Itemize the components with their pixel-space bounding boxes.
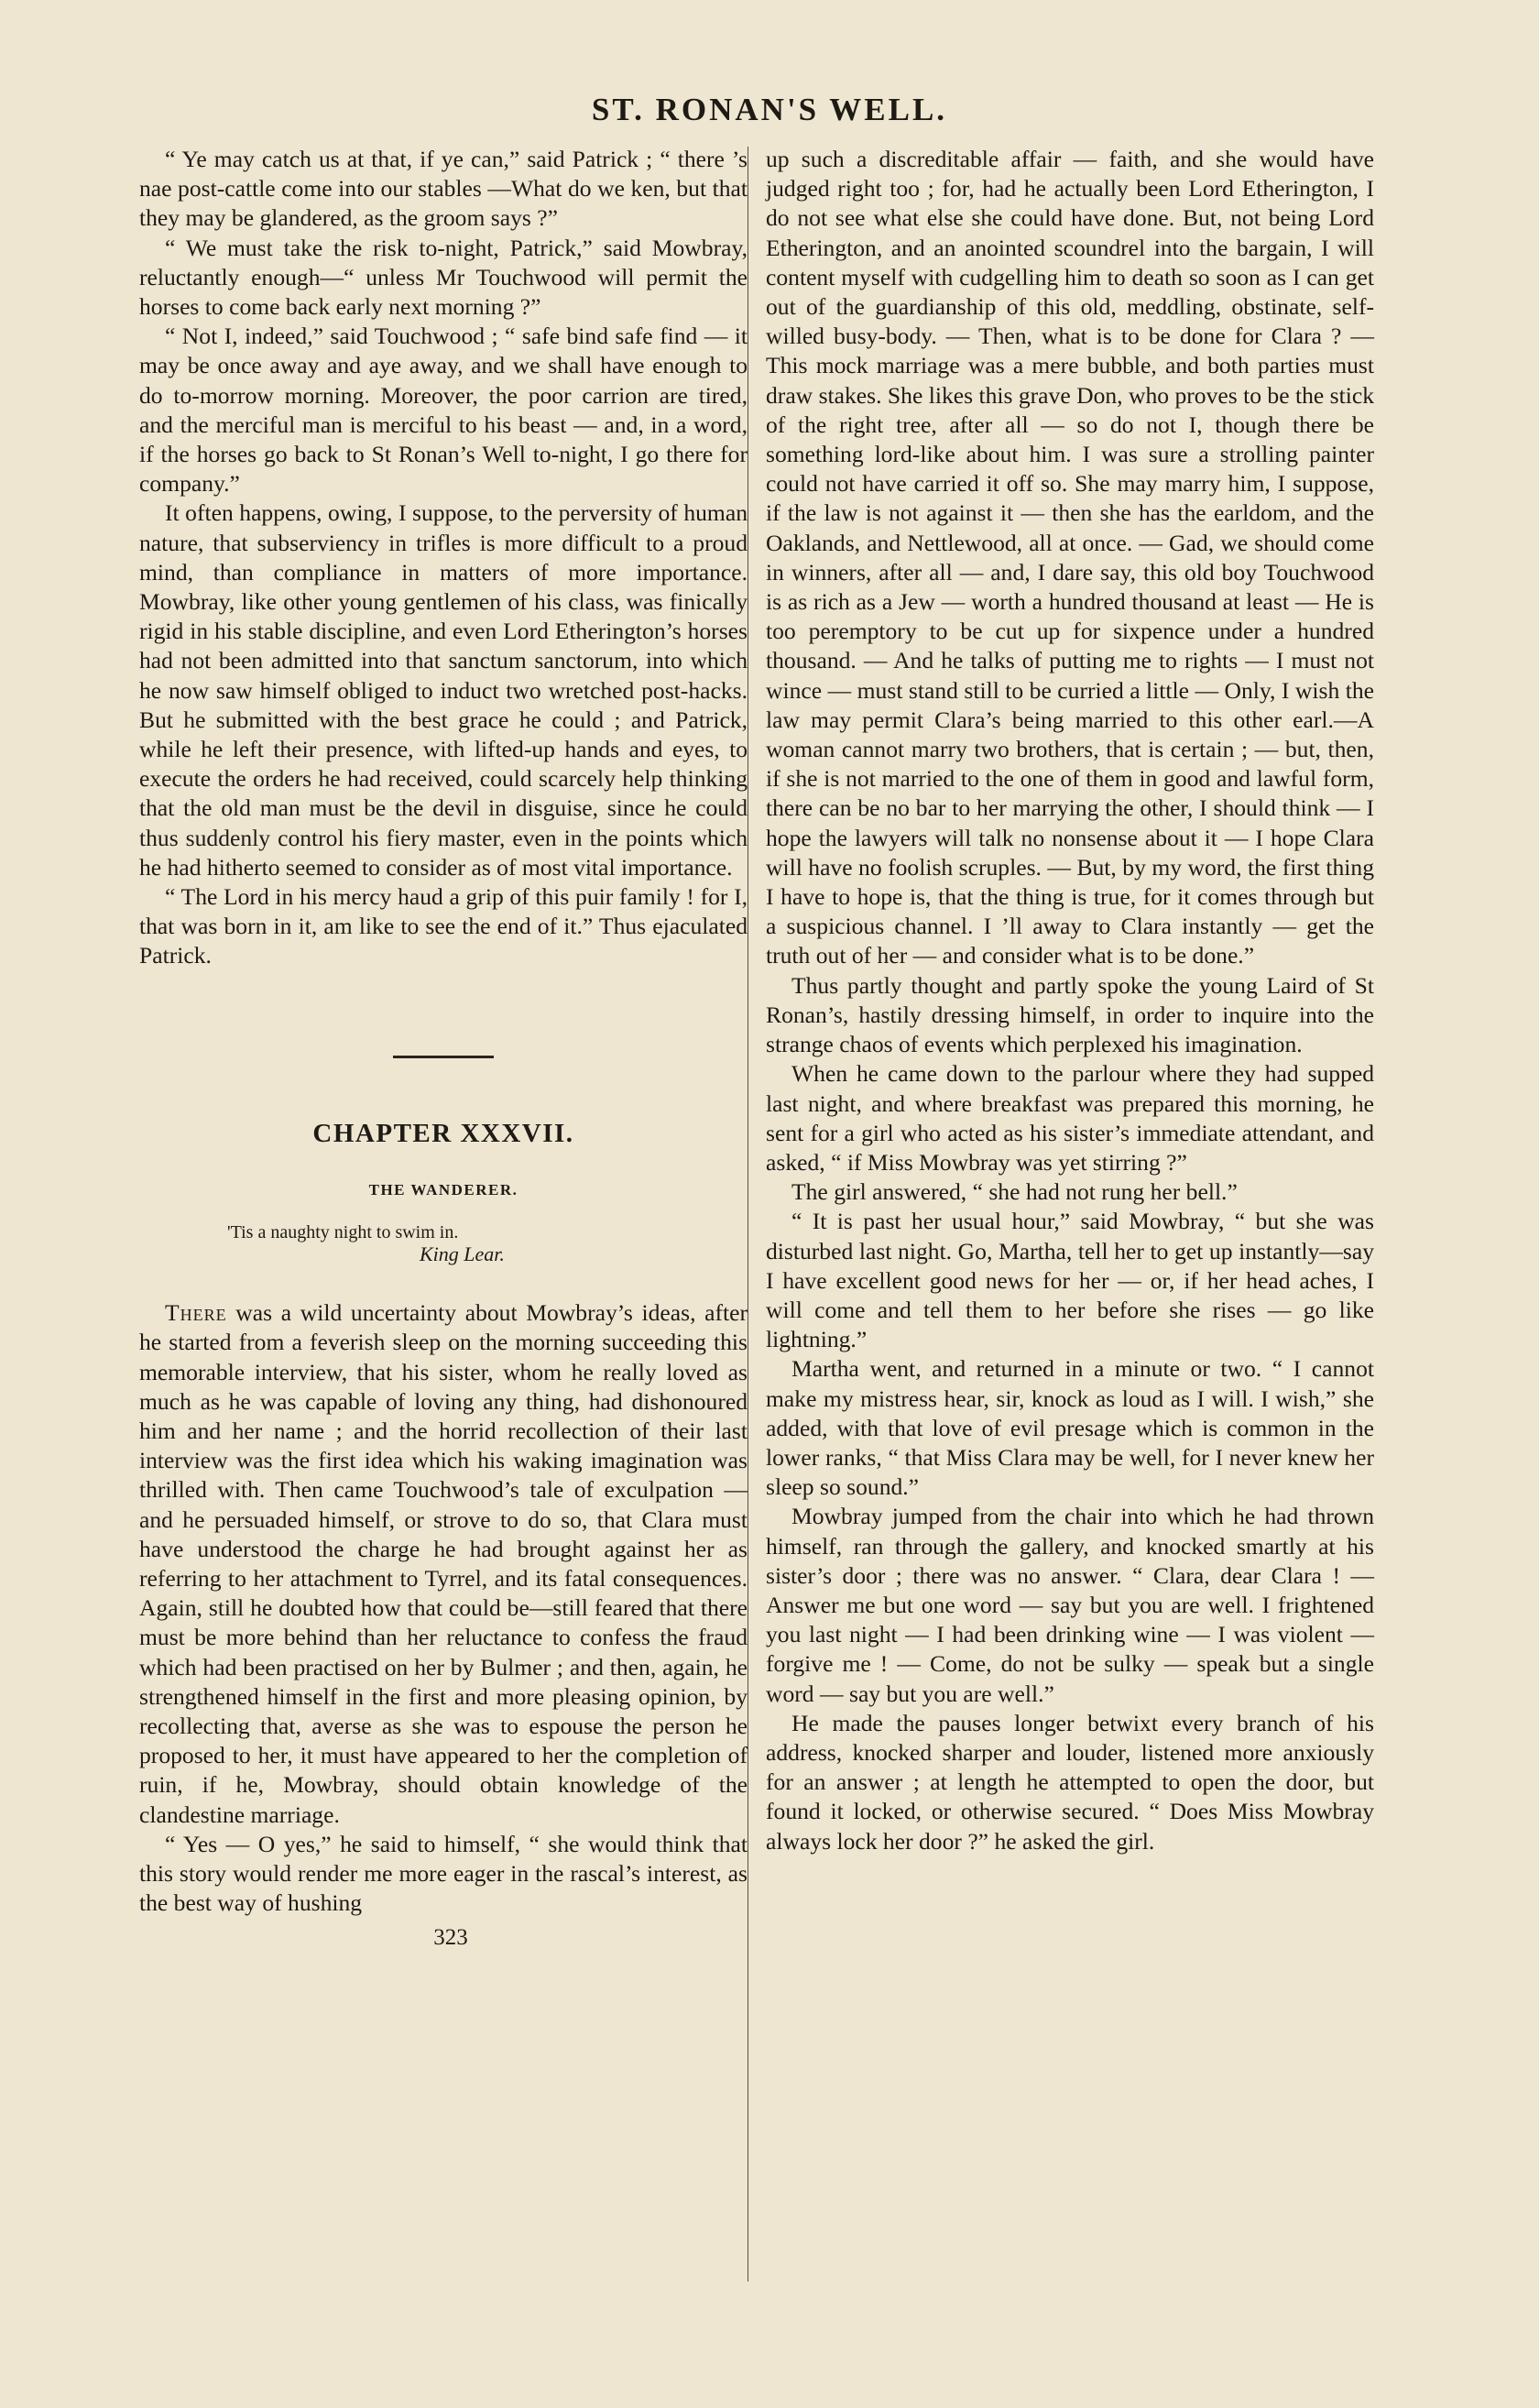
left-column <box>139 145 748 1954</box>
epigraph-text: 'Tis a naughty night to swim in. <box>227 1222 459 1243</box>
paragraph: “ Ye may catch us at that, if ye can,” said Patrick ; “ there ’s nae post-cattle come into our stables —What do we ken, but that they may be glandered, as the groom says ?” <box>139 146 748 232</box>
paragraph: Mowbray jumped from the chair into which he had thrown himself, ran through the gallery, and knocked smartly at his sister’s door ; there was no answer. “ Clara, dear Clara ! — Answer me but one word — say but you are well. I frightened you last night — I had been drinking wine — I was violent — forgive me ! — Come, do not be sulky — speak but a single word — say but you are well.” <box>766 1503 1374 1707</box>
paragraph: “ The Lord in his mercy haud a grip of this puir family ! for I, that was born in it, am like to see the end of it.” Thus ejaculated Patrick. <box>139 883 748 969</box>
right-column <box>766 145 1374 1856</box>
chapter-subtitle: THE WANDERER. <box>368 1180 518 1199</box>
running-head: ST. RONAN'S WELL. <box>591 92 948 127</box>
chapter-divider <box>393 1056 494 1058</box>
paragraph: “ Yes — O yes,” he said to himself, “ she would think that this story would render me more eager in the rascal’s interest, as the best way of hushing <box>139 1830 748 1917</box>
paragraph: It often happens, owing, I suppose, to the perversity of human nature, that subserviency in trifles is more difficult to a proud mind, than compliance in matters of more importance. Mowbray, like other young gentlemen of his class, was finically rigid in his stable discipline, and even Lord Etherington’s horses had not been admitted into that sanctum sanctorum, into which he now saw himself obliged to induct two wretched post-hacks. But he submitted with the best grace he could ; and Patrick, while he left their presence, with lifted-up hands and eyes, to execute the orders he had received, could scarcely help thinking that the old man must be the devil in disguise, since he could thus suddenly control his fiery master, even in the points which he had hitherto seemed to consider as of most vital importance. <box>139 499 748 881</box>
page-number: 323 <box>433 1925 468 1951</box>
paragraph: Thus partly thought and partly spoke the young Laird of St Ronan’s, hastily dressing himself, in order to inquire into the strange chaos of events which perplexed his imagination. <box>766 971 1374 1058</box>
paragraph: up such a discreditable affair — faith, and she would have judged right too ; for, had he actually been Lord Etherington, I do not see what else she could have done. But, not being Lord Etherington, and an anointed scoundrel into the bargain, I will content myself with cudgelling him to death so soon as I can get out of the guardianship of this old, meddling, obstinate, self-willed busy-body. — Then, what is to be done for Clara ? — This mock marriage was a mere bubble, and both parties must draw stakes. She likes this grave Don, who proves to be the stick of the right tree, after all — so do not I, though there be something lord-like about him. I was sure a strolling painter could not have carried it off so. She may marry him, I suppose, if the law is not against it — then she has the earldom, and the Oaklands, and Nettlewood, all at once. — Gad, we should come in winners, after all — and, I dare say, this old boy Touchwood is as rich as a Jew — worth a hundred thousand at least — He is too peremptory to be cut up for sixpence under a hundred thousand. — And he talks of putting me to rights — I must not wince — must stand still to be curried a little — Only, I wish the law may permit Clara’s being married to this other earl.—A woman cannot marry two brothers, that is certain ; — but, then, if she is not married to the one of them in good and lawful form, there can be no bar to her marrying the other, I should think — I hope the lawyers will talk no nonsense about it — I hope Clara will have no foolish scruples. — But, by my word, the first thing I have to hope is, that the thing is true, for it comes through but a suspicious channel. I ’ll away to Clara instantly — get the truth out of her — and consider what is to be done.” <box>766 146 1374 969</box>
opening-word: There <box>165 1299 227 1327</box>
paragraph: He made the pauses longer betwixt every branch of his address, knocked sharper and louder, listened more anxiously for an answer ; at length he attempted to open the door, but found it locked, or otherwise secured. “ Does Miss Mowbray always lock her door ?” he asked the girl. <box>766 1709 1374 1855</box>
paragraph: The girl answered, “ she had not rung her bell.” <box>791 1178 1238 1206</box>
paragraph: “ We must take the risk to-night, Patrick,” said Mowbray, reluctantly enough—“ unless Mr Touchwood will permit the horses to come back early next morning ?” <box>139 234 748 321</box>
paragraph: When he came down to the parlour where they had supped last night, and where breakfast was prepared this morning, he sent for a girl who acted as his sister’s immediate attendant, and asked, “ if Miss Mowbray was yet stirring ?” <box>766 1060 1374 1176</box>
paragraph: “ Not I, indeed,” said Touchwood ; “ safe bind safe find — it may be once away and aye away, and we shall have enough to do to-morrow morning. Moreover, the poor carrion are tired, and the merciful man is merciful to his beast — and, in a word, if the horses go back to St Ronan’s Well to-night, I go there for company.” <box>139 323 748 498</box>
chapter-opening-paragraph <box>139 1298 748 1830</box>
paragraph: Martha went, and returned in a minute or two. “ I cannot make my mistress hear, sir, knock as loud as I will. I wish,” she added, with that love of evil presage which is common in the lower ranks, “ that Miss Clara may be well, for I never knew her sleep so sound.” <box>766 1355 1374 1501</box>
chapter-title: CHAPTER XXXVII. <box>312 1118 574 1148</box>
paragraph: “ It is past her usual hour,” said Mowbray, “ but she was disturbed last night. Go, Martha, tell her to get up instantly—say I have excellent good news for her — or, if her head aches, I will come and tell them to her before she rises — go like lightning.” <box>766 1208 1374 1353</box>
opening-text: was a wild uncertainty about Mowbray’s ideas, after he started from a feverish sleep on the morning succeeding this memorable interview, that his sister, whom he really loved as much as he was capable of loving any thing, had dishonoured him and her name ; and the horrid recollection of their last interview was the first idea which his waking imagination was thrilled with. Then came Touchwood’s tale of exculpation — and he persuaded himself, or strove to do so, that Clara must have understood the charge he had brought against her as referring to her attachment to Tyrrel, and its fatal consequences. Again, still he doubted how that could be—still feared that there must be more behind than her reluctance to confess the fraud which had been practised on her by Bulmer ; and then, again, he strengthened himself in the first and more pleasing opinion, by recollecting that, averse as she was to espouse the person he proposed to her, it must have appeared to her the completion of ruin, if he, Mowbray, should obtain knowledge of the clandestine marriage. <box>139 1299 748 1828</box>
epigraph <box>139 1221 748 1265</box>
epigraph-source: King Lear. <box>420 1242 505 1266</box>
